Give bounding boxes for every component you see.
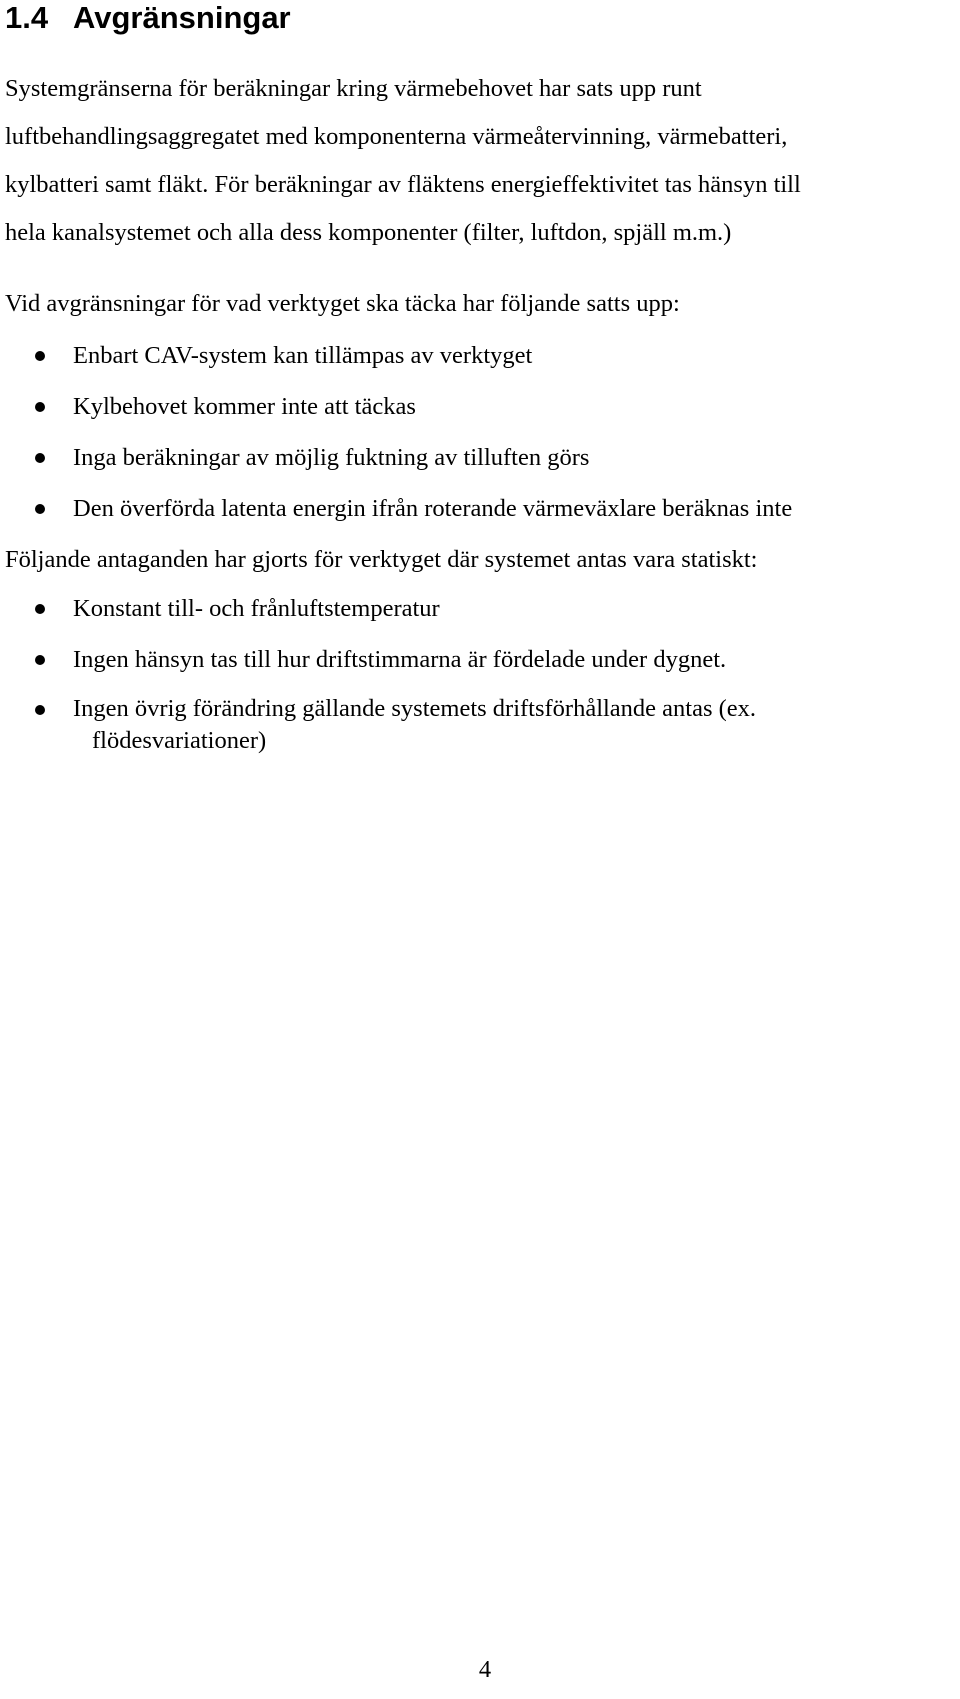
section-title: Avgränsningar [73,0,291,35]
list-item [0,693,893,757]
list-item [0,591,893,642]
section-number: 1.4 [5,0,49,35]
bullet-icon [35,351,45,361]
intro-paragraph [5,65,801,257]
list-item [0,642,893,693]
page-number: 4 [478,1656,492,1683]
bullet-icon [35,705,45,715]
intro-line: luftbehandlingsaggregatet med komponenterna värmeåtervinning, värmebatteri, [5,123,788,150]
list-item-text: Inga beräkningar av möjlig fuktning av tilluften görs [73,444,590,471]
list-item [0,389,792,440]
list-item-continuation: flödesvariationer) [92,727,267,754]
limits-intro: Vid avgränsningar för vad verktyget ska täcka har följande satts upp: [5,290,680,317]
intro-line: hela kanalsystemet och alla dess komponenter (filter, luftdon, spjäll m.m.) [5,219,732,246]
list-item-text: Ingen övrig förändring gällande systemets driftsförhållande antas (ex. [73,695,757,722]
bullet-icon [35,655,45,665]
assumptions-list [0,591,893,757]
list-item [0,338,792,389]
bullet-icon [35,402,45,412]
list-item-text: Enbart CAV-system kan tillämpas av verktyget [73,342,533,369]
section-heading [5,0,291,36]
list-item-text: Kylbehovet kommer inte att täckas [73,393,416,420]
list-item-text: Den överförda latenta energin ifrån roterande värmeväxlare beräknas inte [73,495,793,522]
intro-line: Systemgränserna för beräkningar kring värmebehovet har sats upp runt [5,75,702,102]
list-item [0,440,792,491]
list-item-text: Ingen hänsyn tas till hur driftstimmarna är fördelade under dygnet. [73,646,727,673]
list-item-text: Konstant till- och frånluftstemperatur [73,595,440,622]
assumptions-intro: Följande antaganden har gjorts för verktyget där systemet antas vara statiskt: [5,546,758,573]
bullet-icon [35,453,45,463]
list-item [0,491,792,542]
bullet-icon [35,504,45,514]
bullet-icon [35,604,45,614]
intro-line: kylbatteri samt fläkt. För beräkningar av fläktens energieffektivitet tas hänsyn till [5,171,801,198]
limits-list [0,338,792,542]
